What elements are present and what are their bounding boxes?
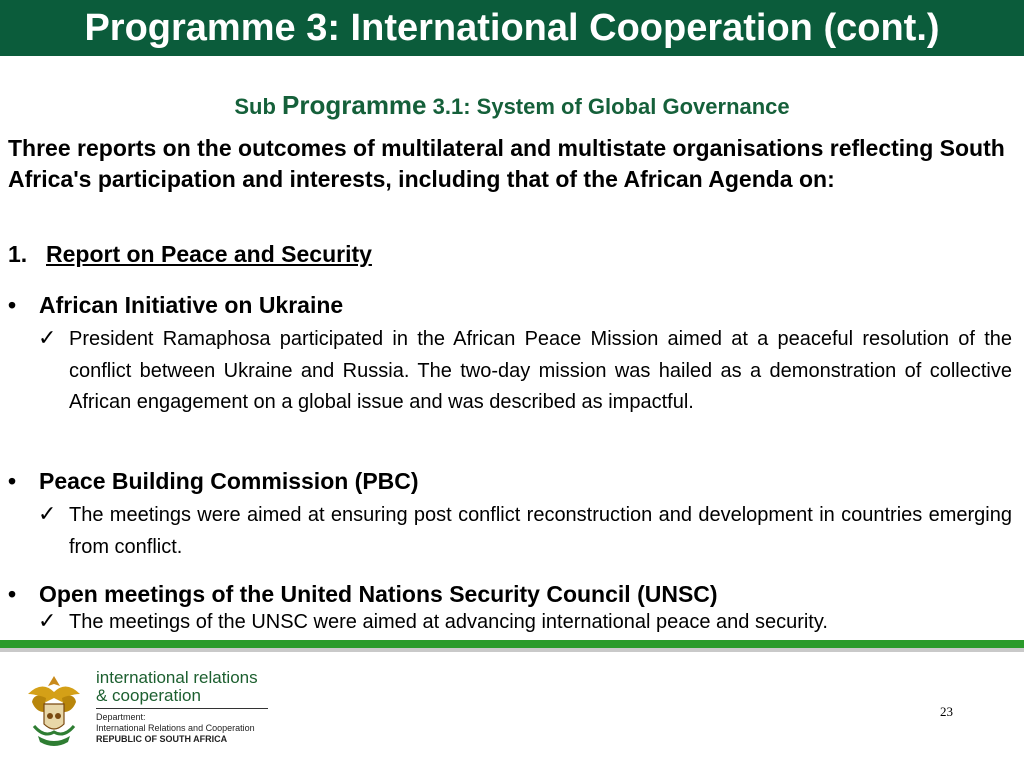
bullet-icon: •	[8, 468, 17, 494]
dept-name: International Relations and Cooperation	[96, 723, 255, 733]
subtitle	[0, 88, 1024, 124]
detail-text: The meetings of the UNSC were aimed at advancing international peace and security.	[69, 611, 828, 633]
section-heading	[8, 290, 343, 320]
section-title: Open meetings of the United Nations Security Council (UNSC)	[39, 581, 718, 607]
detail-text: President Ramaphosa participated in the African Peace Mission aimed at a peaceful resolution of the conflict between Ukraine and Russia. The two-day mission was hailed as a demonstration of collective African engagement on a global issue and was described as impactful.	[69, 328, 1012, 413]
checkmark-icon: ✓	[38, 608, 57, 633]
footer-rule-shadow	[0, 648, 1024, 652]
subtitle-rest: 3.1: System of Global Governance	[432, 94, 790, 119]
checkmark-icon: ✓	[38, 325, 57, 350]
bullet-icon: •	[8, 581, 17, 607]
dept-label: Department:	[96, 712, 146, 722]
report-heading	[8, 239, 372, 269]
report-number: 1.	[8, 241, 28, 267]
subtitle-programme: Programme	[282, 90, 427, 120]
logo-text-line2: & cooperation	[96, 686, 201, 705]
intro-text: Three reports on the outcomes of multilateral and multistate organisations reflecting South Africa's participation and interests, including that of the African Agenda on:	[8, 135, 1005, 192]
country-name: REPUBLIC OF SOUTH AFRICA	[96, 734, 228, 744]
footer-rule	[0, 640, 1024, 648]
logo-text-line1: international relations	[96, 668, 258, 687]
logo-divider	[96, 708, 268, 709]
page-number: 23	[940, 704, 953, 719]
section-heading	[8, 579, 718, 609]
bullet-icon: •	[8, 292, 17, 318]
section-title: Peace Building Commission (PBC)	[39, 468, 419, 494]
coat-of-arms-icon	[24, 672, 84, 750]
page-title: Programme 3: International Cooperation (cont.)	[84, 7, 940, 49]
subtitle-sub: Sub	[234, 94, 276, 119]
section-heading	[8, 466, 419, 496]
checkmark-icon: ✓	[38, 501, 57, 526]
detail-text: The meetings were aimed at ensuring post conflict reconstruction and development in countries emerging from conflict.	[69, 504, 1012, 558]
report-title: Report on Peace and Security	[46, 241, 372, 267]
section-title: African Initiative on Ukraine	[39, 292, 344, 318]
